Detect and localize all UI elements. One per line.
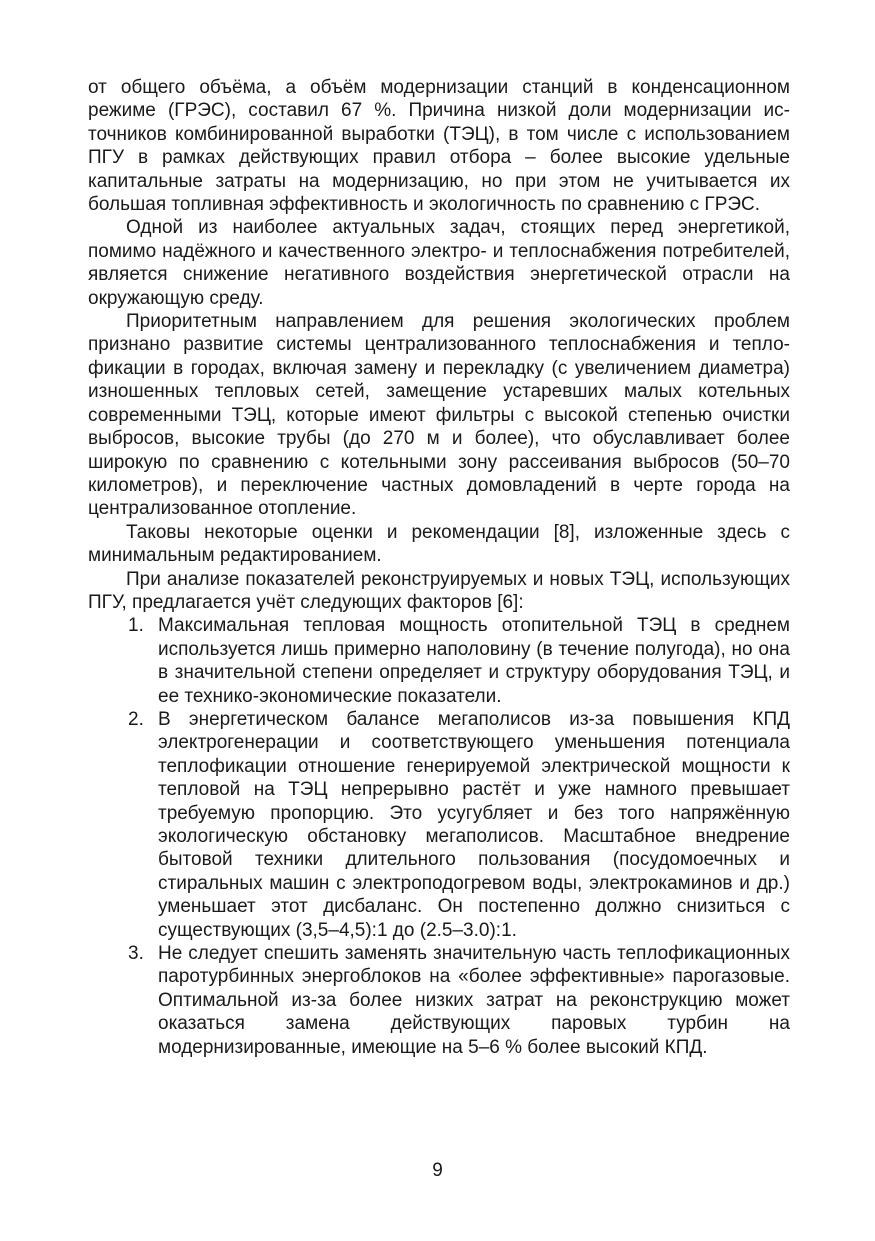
list-item-number: 2.	[128, 708, 144, 730]
list-item-text: Максимальная тепловая мощность отопительной ТЭЦ в среднем используется лишь примерно наполовину (в течение полугода), но она в значительной степени определяет и структуру оборудования ТЭЦ, и ее технико-экономические показатели.	[158, 615, 790, 707]
page-body	[88, 76, 790, 1059]
paragraph-recommendations: Таковы некоторые оценки и рекомендации [8], изложенные здесь с минимальным редактированием.	[88, 521, 790, 567]
list-item-text: В энергетическом балансе мегаполисов из-за повышения КПД электрогенерации и соответствующего уменьшения потенциала теплофикации отношение генерируемой электрической мощности к тепловой на ТЭЦ непрерывно растёт и уже намного превышает требуемую пропорцию. Это усугубляет и без того напряжённую экологическую обстановку мегаполисов. Масштабное внедрение бытовой техники длительного пользования (посудомоечных и стиральных машин с электроподогревом воды, электрокаминов и др.) уменьшает этот дисбаланс. Он постепенно должно снизиться с существующих (3,5–4,5):1 до (2.5–3.0):1.	[158, 708, 790, 941]
list-item	[128, 942, 790, 1059]
list-item	[128, 708, 790, 942]
list-item-text: Не следует спешить заменять значительную часть теплофикационных паротурбинных энергоблоков на «более эффективные» парогазовые. Оптимальной из-за более низких затрат на реконструкцию может оказаться замена действующих паровых турбин на модернизированные, имеющие на 5–6 % более высокий КПД.	[158, 943, 790, 1058]
paragraph-priority-direction: Приоритетным направлением для решения экологических проблем признано развитие системы централизованного теплоснабжения и теплофикации в городах, включая замену и перекладку (с увеличением диаметра) изношенных тепловых сетей, замещение устаревших малых котельных современными ТЭЦ, которые имеют фильтры с высокой степенью очистки выбросов, высокие трубы (до 270 м и более), что обуславливает более широкую по сравнению с котельными зону рассеивания выбросов (50–70 километров), и переключение частных домовладений в черте города на централизованное отопление.	[88, 311, 790, 520]
factors-list	[88, 614, 790, 1059]
paragraph-energy-tasks: Одной из наиболее актуальных задач, стоящих перед энергетикой, помимо надёжного и качественного электро- и теплоснабжения потребителей, является снижение негативного воздействия энергетической отрасли на окружающую среду.	[88, 217, 790, 309]
list-item	[128, 614, 790, 708]
list-item-number: 1.	[128, 615, 144, 637]
list-item-number: 3.	[128, 943, 144, 965]
paragraph-analysis-factors: При анализе показателей реконструируемых и новых ТЭЦ, использующих ПГУ, предлагается учёт следующих факторов [6]:	[88, 568, 790, 613]
page-number: 9	[432, 1160, 443, 1181]
paragraph-continuation: от общего объёма, а объём модернизации станций в конденсационном режиме (ГРЭС), составил 67 %. Причина низкой доли модернизации источников комбинированной выработки (ТЭЦ), в том числе с использованием ПГУ в рамках действующих правил отбора – более высокие удельные капитальные затраты на модернизацию, но при этом не учитывается их большая топливная эффективность и экологичность по сравнению с ГРЭС.	[88, 77, 790, 216]
